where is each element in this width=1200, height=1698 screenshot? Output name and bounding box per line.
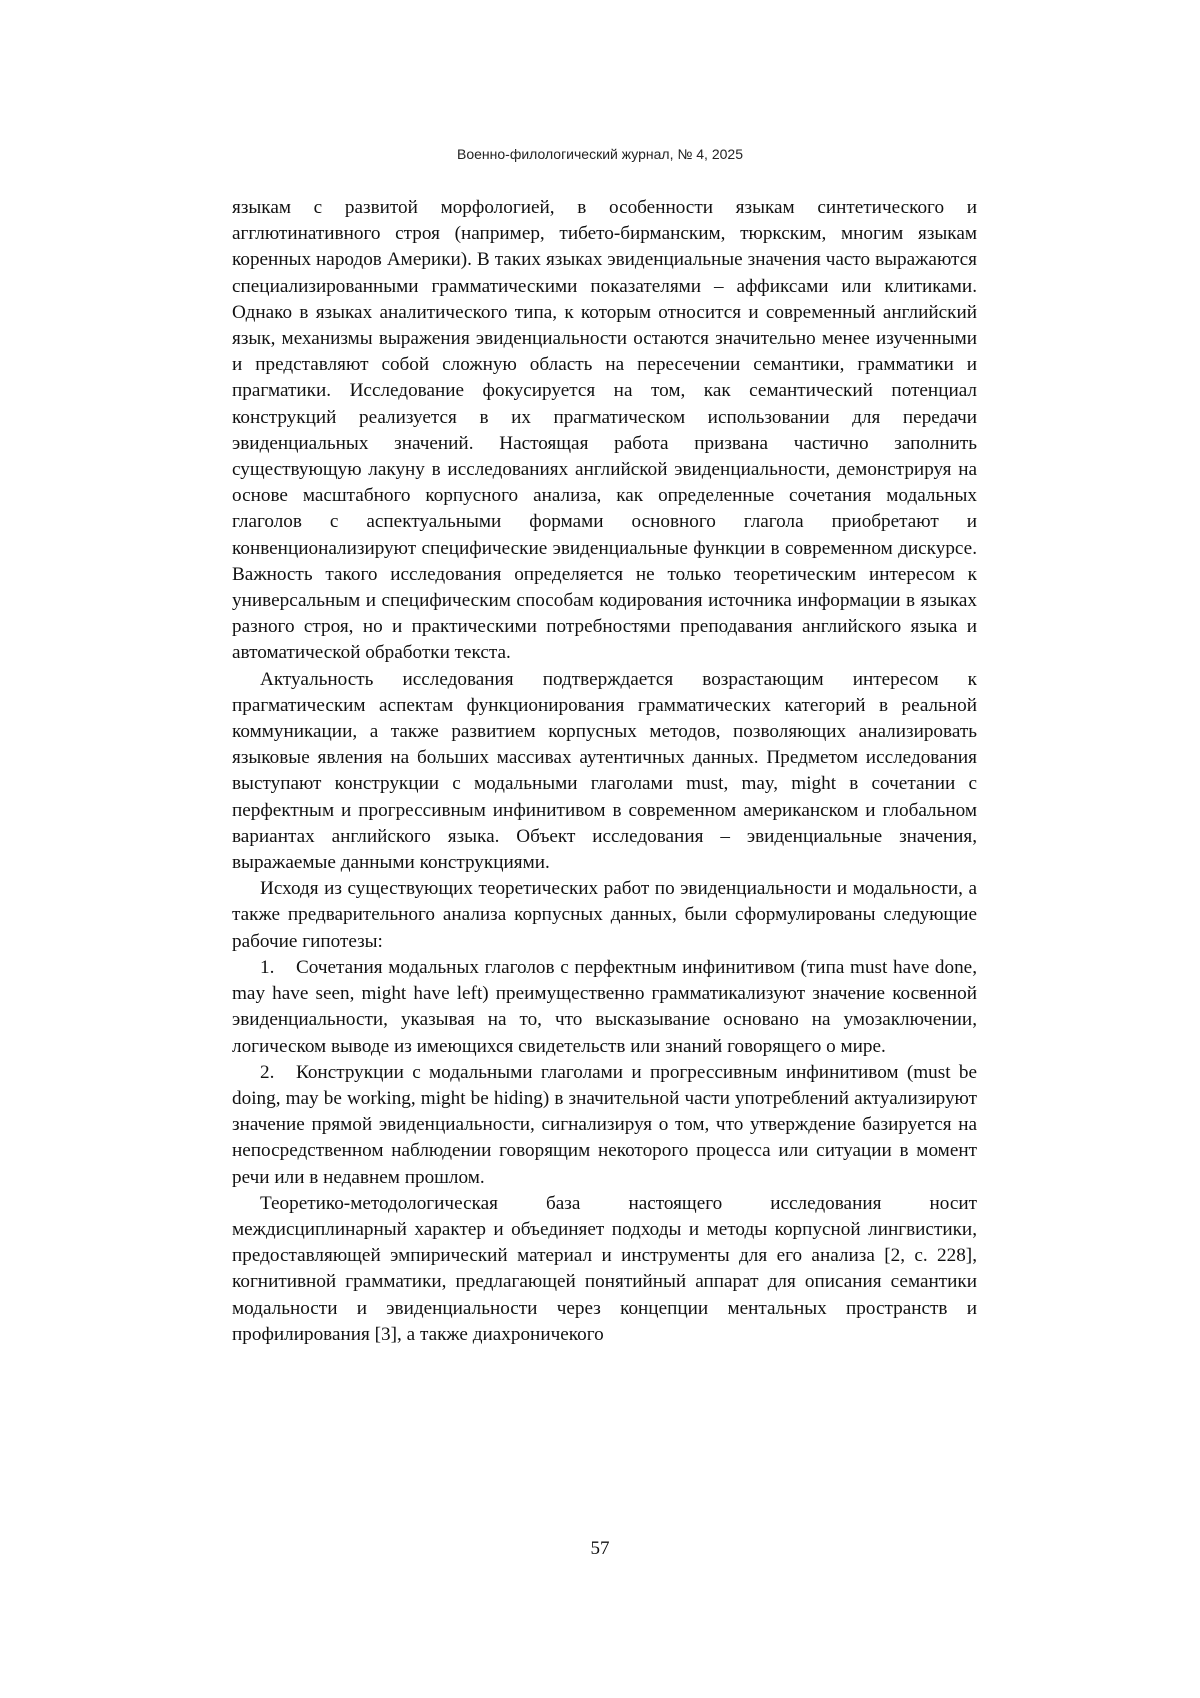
hypothesis-number: 1. — [260, 956, 275, 978]
paragraph-continuation: языкам с развитой морфологией, в особенности языкам синтетического и агглютинативного строя (например, тибето-бирманским, тюркским, многим языкам коренных народов Америки). В таких языках эвиденциальные значения часто выражаются специализированными грамматическими показателями – аффиксами или клитиками. Однако в языках аналитического типа, к которым относится и современный английский язык, механизмы выражения эвиденциальности остаются значительно менее изученными и представляют собой сложную область на пересечении семантики, грамматики и прагматики. Исследование фокусируется на том, как семантический потенциал конструкций реализуется в их прагматическом использовании для передачи эвиденциальных значений. Настоящая работа призвана частично заполнить существующую лакуну в исследованиях английской эвиденциальности, демонстрируя на основе масштабного корпусного анализа, как определенные сочетания модальных глаголов с аспектуальными формами основного глагола приобретают и конвенционализируют специфические эвиденциальные функции в современном дискурсе. Важность такого исследования определяется не только теоретическим интересом к универсальным и специфическим способам кодирования источника информации в языках разного строя, но и практическими потребностями преподавания английского языка и автоматической обработки текста. — [232, 197, 977, 664]
paragraph-hypotheses-intro: Исходя из существующих теоретических работ по эвиденциальности и модальности, а также предварительного анализа корпусных данных, были сформулированы следующие рабочие гипотезы: — [232, 878, 977, 952]
hypothesis-text: Сочетания модальных глаголов с перфектным инфинитивом (типа must have done, may have seen, might have left) преимущественно грамматикализуют значение косвенной эвиденциальности, указывая на то, что высказывание основано на умозаключении, логическом выводе из имеющихся свидетельств или знаний говорящего о мире. — [232, 956, 977, 1057]
hypothesis-number: 2. — [260, 1061, 275, 1083]
running-title: Военно-филологический журнал, № 4, 2025 — [457, 146, 743, 162]
article-body — [232, 195, 977, 1348]
hypothesis-text: Конструкции с модальными глаголами и прогрессивным инфинитивом (must be doing, may be working, might be hiding) в значительной части употреблений актуализируют значение прямой эвиденциальности, сигнализируя о том, что утверждение базируется на непосредственном наблюдении говорящим некоторого процесса или ситуации в момент речи или в недавнем прошлом. — [232, 1061, 977, 1188]
paragraph-methodology: Теоретико-методологическая база настоящего исследования носит междисциплинарный характер и объединяет подходы и методы корпусной лингвистики, предоставляющей эмпирический материал и инструменты для его анализа [2, с. 228], когнитивной грамматики, предлагающей понятийный аппарат для описания семантики модальности и эвиденциальности через концепции ментальных пространств и профилирования [3], а также диахроничекого — [232, 1192, 977, 1345]
page-number: 57 — [590, 1538, 610, 1559]
hypothesis-item — [232, 1060, 977, 1191]
paragraph-relevance: Актуальность исследования подтверждается возрастающим интересом к прагматическим аспектам функционирования грамматических категорий в реальной коммуникации, а также развитием корпусных методов, позволяющих анализировать языковые явления на больших массивах аутентичных данных. Предметом исследования выступают конструкции с модальными глаголами must, may, might в сочетании с перфектным и прогрессивным инфинитивом в современном американском и глобальном вариантах английского языка. Объект исследования – эвиденциальные значения, выражаемые данными конструкциями. — [232, 668, 977, 874]
hypothesis-item — [232, 955, 977, 1060]
